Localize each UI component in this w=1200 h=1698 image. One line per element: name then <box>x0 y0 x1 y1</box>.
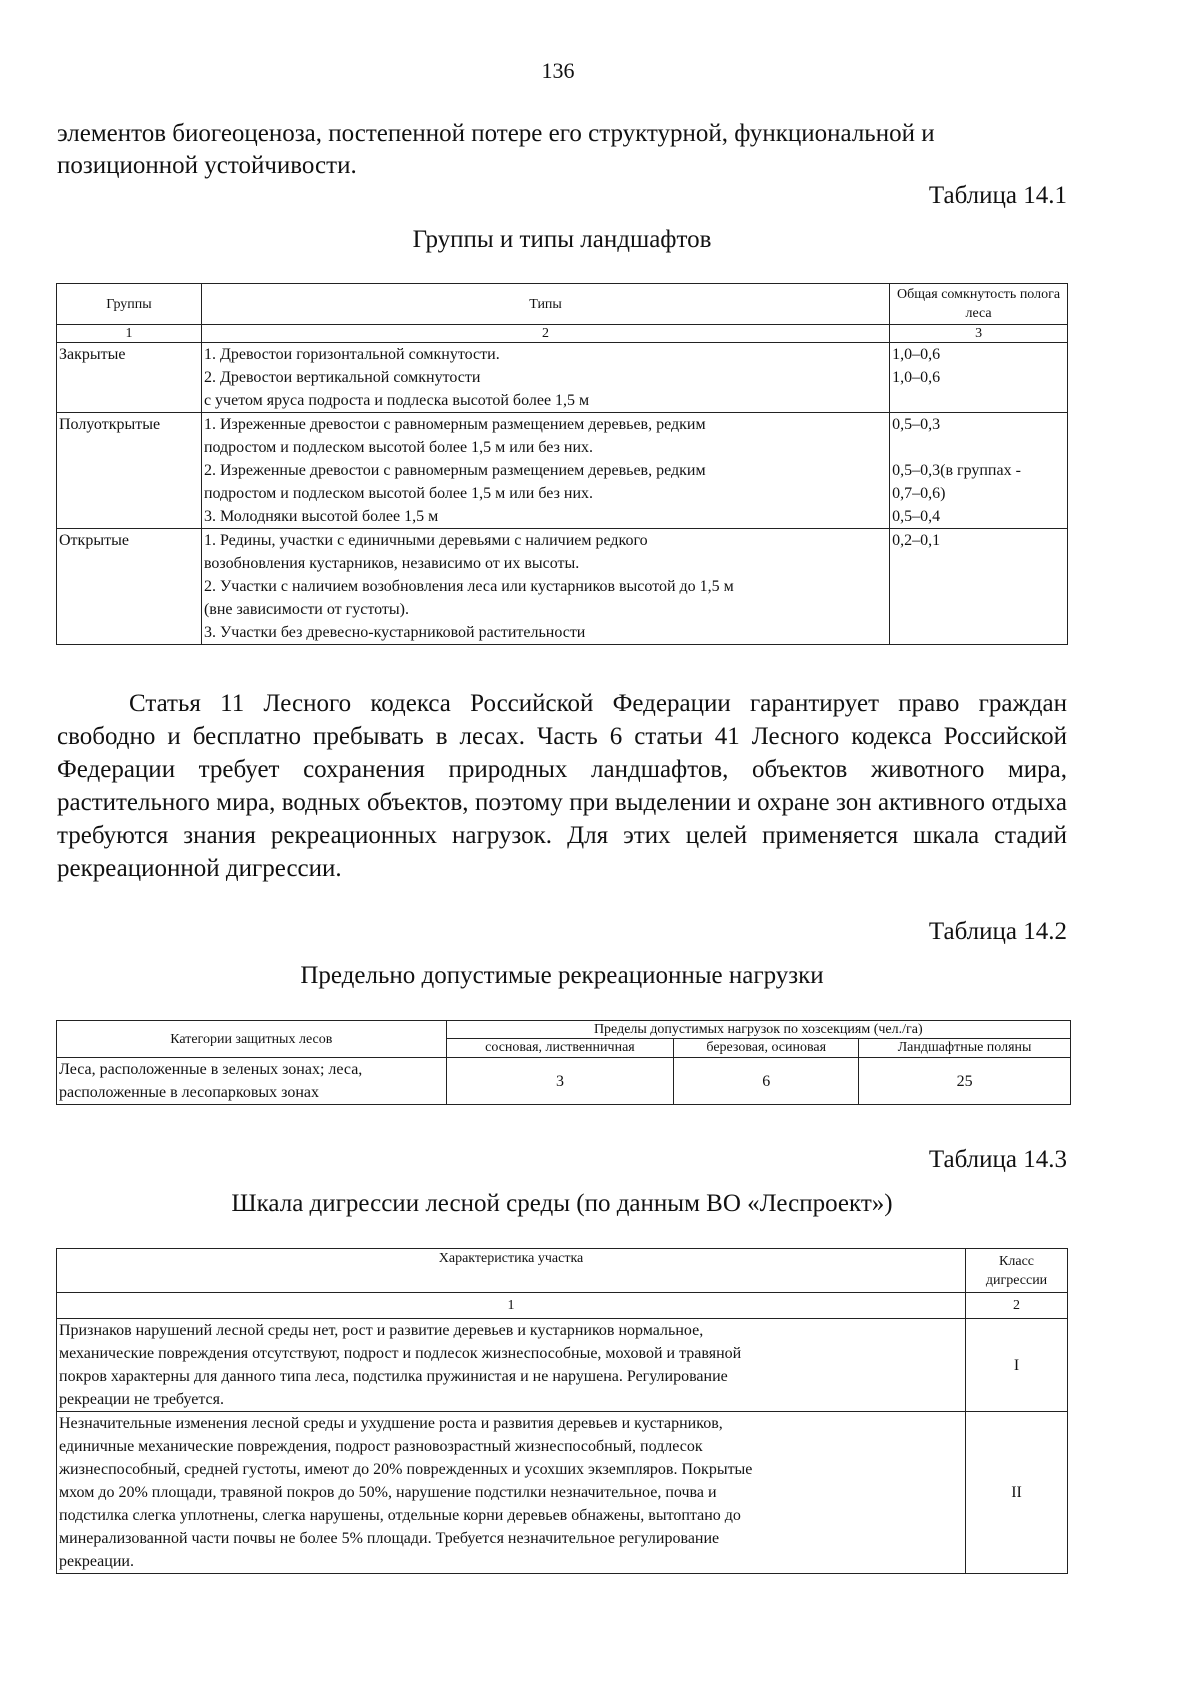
table-row <box>57 343 1068 413</box>
page-number: 136 <box>541 58 575 83</box>
types-cell: 1. Редины, участки с единичными деревьями с наличием редкого возобновления кустарников, независимо от их высоты. 2. Участки с наличием возобновления леса или кустарников высотой до 1,5 м (вне зависимости от густоты). 3. Участки без древесно-кустарниковой растительности <box>201 529 889 645</box>
closure-cell: 0,2–0,1 <box>890 529 1068 645</box>
closure-cell: 1,0–0,6 1,0–0,6 <box>890 343 1068 413</box>
table1-colnum: 3 <box>890 325 1068 343</box>
description-cell: Признаков нарушений лесной среды нет, рост и развитие деревьев и кустарников нормальное, механические повреждения отсутствуют, подрост и подлесок жизнеспособные, моховой и травяной покров характерны для данного типа леса, подстилка пружинистая и не нарушена. Регулирование рекреации не требуется. <box>57 1319 966 1412</box>
table3-header-class: Класс дигрессии <box>966 1249 1068 1293</box>
table1-colnum: 2 <box>201 325 889 343</box>
table2-header-category: Категории защитных лесов <box>57 1021 447 1058</box>
digression-class-cell: I <box>966 1319 1068 1412</box>
table-row <box>57 1319 1068 1412</box>
load-value-cell: 3 <box>446 1058 674 1105</box>
recreation-loads-table <box>56 1020 1071 1105</box>
landscape-groups-table <box>56 283 1068 645</box>
table1-title: Группы и типы ландшафтов <box>412 226 712 253</box>
table1-header-groups: Группы <box>57 284 202 325</box>
body-paragraph: Статья 11 Лесного кодекса Российской Федерации гарантирует право граждан свободно и бесплатно пребывать в лесах. Часть 6 статьи 41 Лесного кодекса Российской Федерации требует сохранения природных ландшафтов, объектов животного мира, растительного мира, водных объектов, поэтому при выделении и охране зон активного отдыха требуются знания рекреационных нагрузок. Для этих целей применяется шкала стадий рекреационной дигрессии. <box>57 690 1067 882</box>
description-cell: Незначительные изменения лесной среды и ухудшение роста и развития деревьев и кустарников, единичные механические повреждения, подрост разновозрастный жизнеспособный, подлесок жизнеспособный, средней густоты, имеют до 20% поврежденных и усохших экземпляров. Покрытые мхом до 20% площади, травяной покров до 50%, нарушение подстилки незначительное, почва и подстилка слегка уплотнены, слегка нарушены, отдельные корни деревьев обнажены, вытоптано до минерализованной части почвы не более 5% площади. Требуется незначительное регулирование рекреации. <box>57 1412 966 1574</box>
types-cell: 1. Изреженные древостои с равномерным размещением деревьев, редким подростом и подлеском высотой более 1,5 м или без них. 2. Изреженные древостои с равномерным размещением деревьев, редким подростом и подлеском высотой более 1,5 м или без них. 3. Молодняки высотой более 1,5 м <box>201 413 889 529</box>
group-cell: Закрытые <box>57 343 202 413</box>
table2-subheader: березовая, осиновая <box>674 1039 859 1058</box>
table-row <box>57 1058 1071 1105</box>
load-value-cell: 6 <box>674 1058 859 1105</box>
load-value-cell: 25 <box>859 1058 1071 1105</box>
table2-label: Таблица 14.2 <box>928 918 1067 945</box>
digression-class-cell: II <box>966 1412 1068 1574</box>
table2-title: Предельно допустимые рекреационные нагрузки <box>300 962 824 989</box>
table3-colnum: 2 <box>966 1293 1068 1319</box>
table1-header-closure: Общая сомкнутость полога леса <box>890 284 1068 325</box>
group-cell: Открытые <box>57 529 202 645</box>
types-cell: 1. Древостои горизонтальной сомкнутости. 2. Древостои вертикальной сомкнутости с учетом яруса подроста и подлеска высотой более 1,5 м <box>201 343 889 413</box>
table2-header-limits: Пределы допустимых нагрузок по хозсекциям (чел./га) <box>446 1021 1070 1039</box>
table2-subheader: Ландшафтные поляны <box>859 1039 1071 1058</box>
category-cell: Леса, расположенные в зеленых зонах; леса, расположенные в лесопарковых зонах <box>57 1058 447 1105</box>
intro-text: элементов биогеоценоза, постепенной потере его структурной, функциональной и позиционной устойчивости. <box>57 120 935 179</box>
closure-cell: 0,5–0,3 0,5–0,3(в группах - 0,7–0,6) 0,5–0,4 <box>890 413 1068 529</box>
table3-label: Таблица 14.3 <box>928 1146 1067 1173</box>
group-cell: Полуоткрытые <box>57 413 202 529</box>
table3-colnum: 1 <box>57 1293 966 1319</box>
table1-header-types: Типы <box>201 284 889 325</box>
table1-colnum: 1 <box>57 325 202 343</box>
table-row <box>57 413 1068 529</box>
table-row <box>57 1412 1068 1574</box>
table3-title: Шкала дигрессии лесной среды (по данным ВО «Леспроект») <box>231 1190 893 1217</box>
table2-subheader: сосновая, лиственничная <box>446 1039 674 1058</box>
digression-scale-table <box>56 1248 1068 1574</box>
table1-label: Таблица 14.1 <box>928 182 1067 209</box>
table3-header-description: Характеристика участка <box>57 1249 966 1293</box>
table-row <box>57 529 1068 645</box>
